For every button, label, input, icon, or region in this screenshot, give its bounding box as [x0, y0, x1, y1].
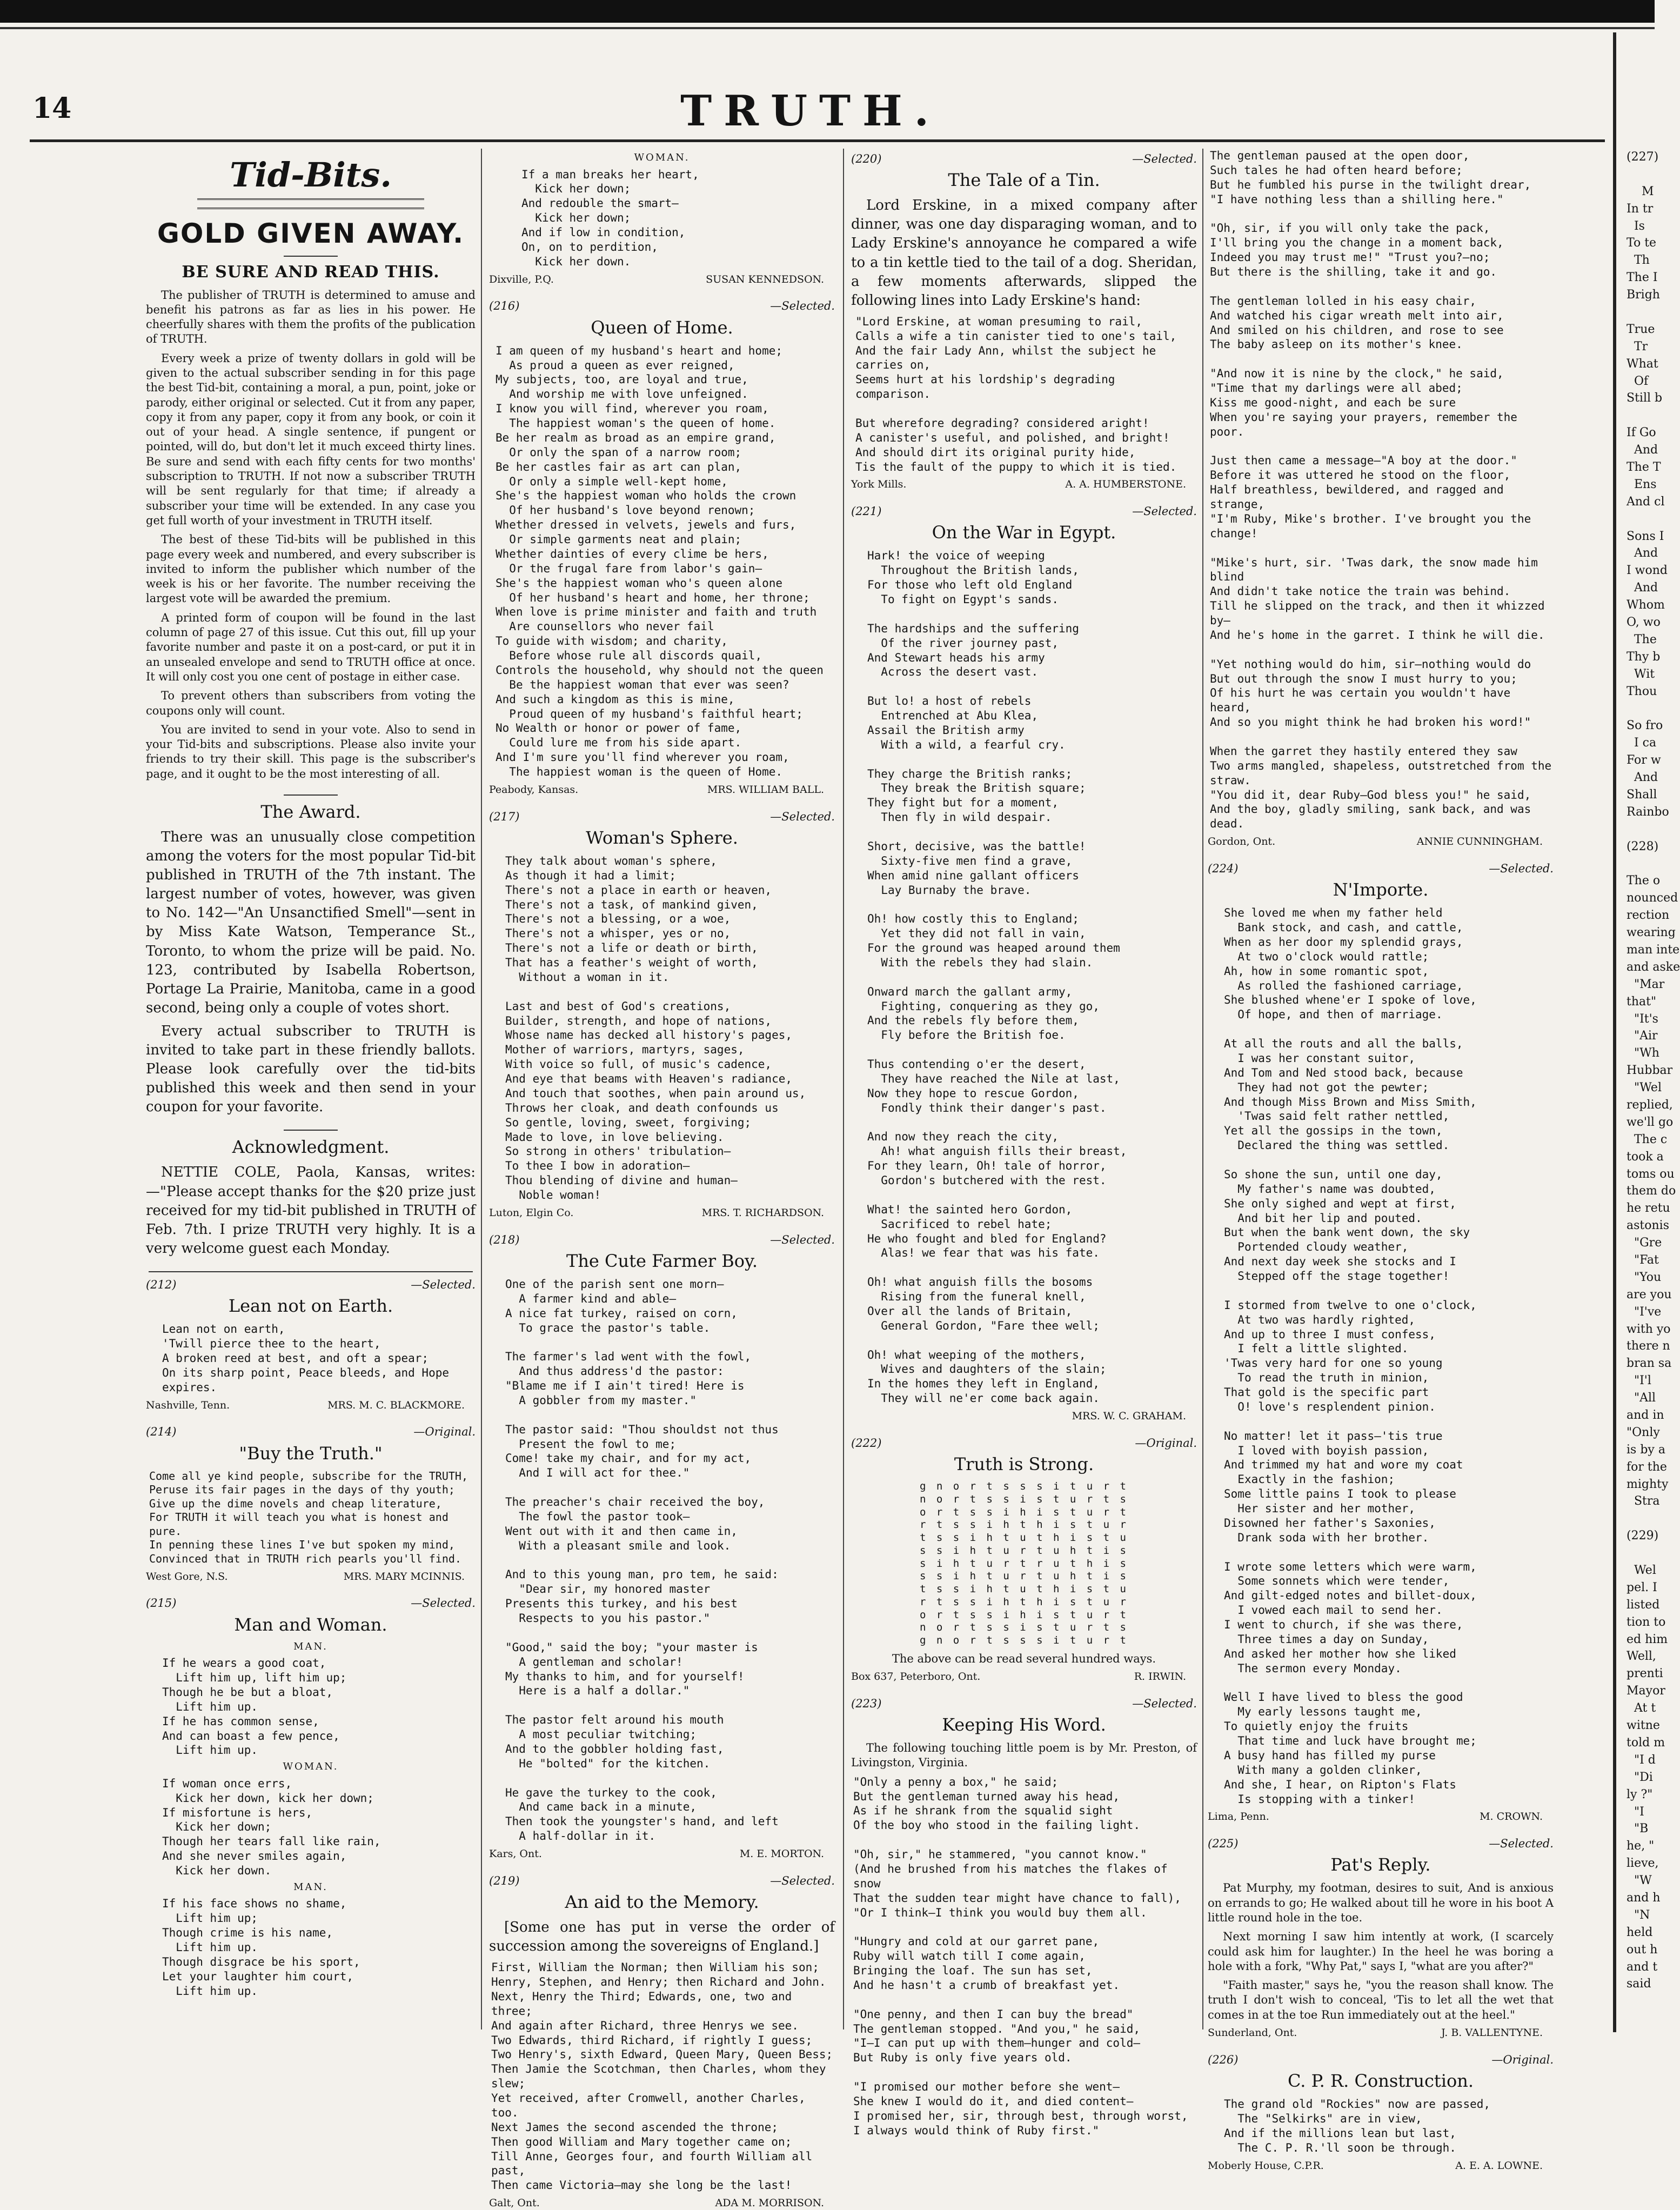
byline-place: Sunderland, Ont. [1208, 2027, 1297, 2039]
tidbit-number: (215) [146, 1597, 177, 1610]
tidbit-tag: —Selected. [1489, 1837, 1554, 1851]
tidbit-number: (214) [146, 1425, 177, 1439]
poem-title: Man and Woman. [234, 1614, 387, 1635]
divider [284, 1130, 338, 1131]
poem-verse: First, William the Norman; then William his son; Henry, Stephen, and Henry; then Richard and John. Next, Henry the Third; Edwards, one, two and three; And again after Richard, three Henrys we see. Two Edwards, third Richard, if rightly I guess; Two Henry's, sixth Edward, Queen Mary, Queen Bess; Then Jamie the Scotchman, then Charles, whom they slew; Yet received, after Cromwell, another Charles, too. Next James the second ascended the throne; Then good William and Mary together came on; Till Anne, Georges four, and fourth William all past, Then came Victoria—may she long be the last! [491, 1961, 833, 2192]
poem-verse: If his face shows no shame, Lift him up; Though crime is his name, Lift him up. Though disgrace be his sport, Let your laughter him court, Lift him up. [162, 1897, 360, 1998]
byline-place: Box 637, Peterboro, Ont. [851, 1671, 981, 1683]
tidbit-number: (225) [1208, 1837, 1239, 1851]
tidbit-number: (217) [489, 810, 520, 823]
poem-title: C. P. R. Construction. [1287, 2071, 1474, 2092]
divider [149, 1271, 473, 1272]
byline-place: Gordon, Ont. [1208, 836, 1276, 848]
poem-verse: The grand old "Rockies" now are passed, The "Selkirks" are in view, And if the millions lean but last, The C. P. R.'ll soon be through. [1224, 2098, 1491, 2154]
poem-verse: They talk about woman's sphere, As though it had a limit; There's not a place in earth or heaven, There's not a task, of mankind given, There's not a blessing, or a woe, There's not a whisper, yes or no, There's not a life or death or birth, That has a feather's weight of worth, Without a woman in it. Last and best of God's creations, Builder, strength, and hope of nations, Whose name has decked all history's pages, Mother of warriors, martyrs, sages, With voice so full, of music's cadence, And eye that beams with Heaven's radiance, And touch that soothes, when pain around us, Throws her cloak, and death confounds us So gentle, loving, sweet, forgiving; Made to love, in love believing. So strong in others' tribulation— To thee I bow in adoration— Thou blending of divine and human— Noble woman! [505, 854, 806, 1201]
column-rule-2 [843, 149, 844, 2029]
paragraph: Pat Murphy, my footman, desires to suit, And is anxious on errands to go; He walked about till he wore in his boot A little round hole in the toe. [1208, 1881, 1554, 1924]
poem-verse: I am queen of my husband's heart and home; As proud a queen as ever reigned, My subjects, too, are loyal and true, And worship me with love unfeigned. I know you will find, wherever you roam, The happiest woman's the queen of home. Be her realm as broad as an empire grand, Or only the span of a narrow room; Be her castles fair as art can plan, Or only a simple well-kept home, She's the happiest woman who holds the crown Of her husband's love beyond renown; Whether dressed in velvets, jewels and furs, Or simple garments neat and plain; Whether dainties of every clime be hers, Or the frugal fare from labor's gain— She's the happiest woman who's queen alone Of her husband's heart and home, her throne; When love is prime minister and faith and truth Are counsellors who never fail To guide with wisdom; and charity, Before whose rule all discords quail, Controls the household, why should not the queen Be the happiest woman that ever was seen? And such a kingdom as this is mine, Proud queen of my husband's faithful heart; No Wealth or honor or power of fame, Could lure me from his side apart. And I'm sure you'll find wherever you roam, The happiest woman is the queen of Home. [496, 344, 824, 778]
tidbit-tag: —Selected. [1489, 862, 1554, 875]
poem-title: The Cute Farmer Boy. [566, 1250, 758, 1271]
byline-author: MRS. T. RICHARDSON. [701, 1206, 824, 1219]
tidbit-number: (223) [851, 1697, 882, 1710]
tidbit-tag: —Selected. [1132, 152, 1197, 165]
byline-place: Galt, Ont. [489, 2197, 540, 2209]
intro-paragraph: The following touching little poem is by Mr. Preston, of Livingston, Virginia. [851, 1741, 1197, 1770]
section-title: Acknowledgment. [232, 1137, 390, 1158]
paragraph: Every week a prize of twenty dollars in gold will be given to the actual subscriber sending in for this page the best Tid-bit, containing a moral, a pun, point, joke or parody, either original or selected. Cut it from any paper, copy it from any paper, copy it from any book, or coin it out of your head. A single sentence, if pungent or pointed, will do, but don't let it much exceed thirty lines. Be sure and send with each fifty cents for two months' subscription to TRUTH. If not now a subscriber TRUTH will be sent regularly for that time; if already a subscriber your time will be extended. In any case you get full worth of your investment in TRUTH itself. [146, 351, 476, 527]
poem-verse: Lean not on earth, 'Twill pierce thee to the heart, A broken reed at best, and oft a spear; On its sharp point, Peace bleeds, and Hope expires. [162, 1323, 450, 1394]
byline-author: J. B. VALLENTYNE. [1441, 2027, 1543, 2039]
subheadline: BE SURE AND READ THIS. [182, 263, 440, 282]
tidbit-number: (221) [851, 505, 882, 518]
masthead-rule [30, 139, 1605, 142]
stanza-heading: MAN. [293, 1640, 328, 1652]
paragraph: NETTIE COLE, Paola, Kansas, writes:—"Please accept thanks for the $20 prize just received for my tid-bit published in TRUTH of Feb. 7th. I prize TRUTH very highly. It is a very welcome guest each Monday. [146, 1164, 476, 1257]
letter-grid: g n o r t s s s i t u r t n o r t s s i s t u r t s o r t s s i h i s t u r t r t s s i h t h i s t u r t s s i h t u t h i s t u s s i h t u r t u h t i s s i h t u r t r u t h i s s s i h t u r t u h t i s t s s i h t u t h i s t u r t s s i h t h i s t u r o r t s s i h i s t u r t n o r t s s i s t u r t s g n o r t s s s i t u r t [920, 1480, 1128, 1647]
stanza-heading: MAN. [293, 1881, 328, 1893]
tidbit-223 [851, 1697, 1197, 2138]
byline-author: SUSAN KENNEDSON. [706, 273, 824, 285]
paragraph: The publisher of TRUTH is determined to amuse and benefit his patrons as far as lies in his power. He cheerfully shares with them the profits of the publication of TRUTH. [146, 288, 476, 346]
tidbit-number: (216) [489, 299, 520, 313]
tidbit-number: (222) [851, 1436, 882, 1450]
poem-title: N'Importe. [1333, 879, 1429, 900]
poem-title: Queen of Home. [591, 317, 733, 338]
tidbit-tag: —Selected. [770, 299, 835, 313]
poem-title: Keeping His Word. [942, 1714, 1106, 1735]
poem-verse: She loved me when my father held Bank stock, and cash, and cattle, When as her door my splendid grays, At two o'clock would rattle; Ah, how in some romantic spot, As rolled the fashioned carriage, She blushed whene'er I spoke of love, Of hope, and then of marriage. At all the routs and all the balls, I was her constant suitor, And Tom and Ned stood back, because They had not got the pewter; And though Miss Brown and Miss Smith, 'Twas said felt rather nettled, Yet all the gossips in the town, Declared the thing was settled. So shone the sun, until one day, My father's name was doubted, She only sighed and wept at first, And bit her lip and pouted. But when the bank went down, the sky Portended cloudy weather, And next day week she stocks and I Stepped off the stage together! I stormed from twelve to one o'clock, At two was hardly righted, And up to three I must confess, I felt a little slighted. 'Twas very hard for one so young To read the truth in minion, That gold is the specific part O! love's resplendent pinion. No matter! let it pass—'tis true I loved with boyish passion, And trimmed my hat and wore my coat Exactly in the fashion; Some little pains I took to please Her sister and her mother, Disowned her father's Saxonies, Drank soda with her brother. I wrote some letters which were warm, Some sonnets which were tender, And gilt-edged notes and billet-doux, I vowed each mail to send her. I went to church, if she was there, Three times a day on Sunday, And asked her mother how she liked The sermon every Monday. Well I have lived to bless the good My early lessons taught me, To quietly enjoy the fruits That time and luck have brought me; A busy hand has filled my purse With many a golden clinker, And she, I hear, on Ripton's Flats Is stopping with a tinker! [1224, 906, 1477, 1806]
byline-author: MRS. W. C. GRAHAM. [1072, 1410, 1186, 1423]
tidbit-215-continued [489, 152, 835, 286]
intro-paragraph: [Some one has put in verse the order of succession among the sovereigns of England.] [489, 1919, 835, 1955]
column-4 [1208, 149, 1554, 2172]
column-rule-1 [481, 149, 482, 2029]
tidbit-216 [489, 299, 835, 796]
byline-place: York Mills. [851, 478, 907, 491]
tidbit-226 [1208, 2053, 1554, 2173]
tidbit-215 [146, 1596, 476, 1998]
tidbit-tag: —Selected. [411, 1278, 476, 1291]
poem-verse: The gentleman paused at the open door, Such tales he had often heard before; But he fumbled his purse in the twilight drear, "I have nothing less than a shilling here." "Oh, sir, if you will only take the pack, I'll bring you the change in a moment back, Indeed you may trust me!" "Trust you?—no; But there is the shilling, take it and go. The gentleman lolled in his easy chair, And watched his cigar wreath melt into air, And smiled on his children, and rose to see The baby asleep on its mother's knee. "And now it is nine by the clock," he said, "Time that my darlings were all abed; Kiss me good-night, and each be sure When you're saying your prayers, remember the poor. Just then came a message—"A boy at the door." Before it was uttered he stood on the floor, Half breathless, bewildered, and ragged and strange, "I'm Ruby, Mike's brother. I've brought you the change! "Mike's hurt, sir. 'Twas dark, the snow made him blind And didn't take notice the train was behind. Till he slipped on the track, and then it whizzed by— And he's home in the garret. I think he will die. "Yet nothing would do him, sir—nothing would do But out through the snow I must hurry to you; Of his hurt he was certain you wouldn't have heard, And so you might think he had broken his word!" When the garret they hastily entered they saw Two arms mangled, shapeless, outstretched from the straw. "You did it, dear Ruby—God bless you!" he said, And the boy, gladly smiling, sank back, and was dead. [1210, 149, 1552, 831]
paragraph: A printed form of coupon will be found in the last column of page 27 of this issue. Cut this out, fill up your favorite number and paste it on a post-card, or put it in an unsealed envelope and send to TRUTH office at once. It will only cost you one cent of postage in either case. [146, 611, 476, 683]
tidbit-number: (219) [489, 1874, 520, 1887]
tidbit-219 [489, 1874, 835, 2210]
poem-verse: Come all ye kind people, subscribe for the TRUTH, Peruse its fair pages in the days of thy youth; Give up the dime novels and cheap literature, For TRUTH it will teach you what is honest and pure. In penning these lines I've but spoken my mind, Convinced that in TRUTH rich pearls you'll find. [149, 1469, 468, 1566]
tidbit-tag: —Selected. [770, 1233, 835, 1246]
byline-place: Lima, Penn. [1208, 1811, 1269, 1823]
poem-verse: Hark! the voice of weeping Throughout the British lands, For those who left old England To fight on Egypt's sands. The hardships and the suffering Of the river journey past, And Stewart heads his army Across the desert vast. But lo! a host of rebels Entrenched at Abu Klea, Assail the British army With a wild, a fearful cry. They charge the British ranks; They break the British square; They fight but for a moment, Then fly in wild despair. Short, decisive, was the battle! Sixty-five men find a grave, When amid nine gallant officers Lay Burnaby the brave. Oh! how costly this to England; Yet they did not fall in vain, For the ground was heaped around them With the rebels they had slain. Onward march the gallant army, Fighting, conquering as they go, And the rebels fly before them, Fly before the British foe. Thus contending o'er the desert, They have reached the Nile at last, Now they hope to rescue Gordon, Fondly think their danger's past. And now they reach the city, Ah! what anguish fills their breast, For they learn, Oh! tale of horror, Gordon's butchered with the rest. What! the sainted hero Gordon, Sacrificed to rebel hate; He who fought and bled for England? Alas! we fear that was his fate. Oh! what anguish fills the bosoms Rising from the funeral knell, Over all the lands of Britain, General Gordon, "Fare thee well; Oh! what weeping of the mothers, Wives and daughters of the slain; In the homes they left in England, They will ne'er come back again. [867, 549, 1127, 1405]
tidbit-221 [851, 504, 1197, 1423]
paragraph: There was an unusually close competition among the voters for the most popular Tid-bit published in TRUTH of the 7th instant. The largest number of votes, however, was given to No. 142—"An Unsanctified Smell"—sent in by Miss Kate Watson, Temperance St., Toronto, to whom the prize will be paid. No. 123, contributed by Isabella Robertson, Portage La Prairie, Manitoba, came in a good second, being only a couple of votes short. [146, 829, 476, 1016]
byline-author: ANNIE CUNNINGHAM. [1416, 836, 1543, 848]
tidbit-tag: —Selected. [770, 1874, 835, 1887]
paragraph: Next morning I saw him intently at work, (I scarcely could ask him for laughter.) In the heel he was boring a hole with a fork, "Why Pat," says I, "what are you after?" [1208, 1930, 1554, 1973]
column-3 [851, 149, 1197, 2137]
poem-verse: "Only a penny a box," he said; But the gentleman turned away his head, As if he shrank from the squalid sight Of the boy who stood in the failing light. "Oh, sir," he stammered, "you cannot know." (And he brushed from his matches the flakes of snow That the sudden tear might have chance to fall), "Or I think—I think you would buy them all. "Hungry and cold at our garret pane, Ruby will watch till I come again, Bringing the loaf. The sun has set, And he hasn't a crumb of breakfast yet. "One penny, and then I can buy the bread" The gentleman stopped. "And you," he said, "I—I can put up with them—hunger and cold— But Ruby is only five years old. "I promised our mother before she went— She knew I would do it, and died content— I promised her, sir, through best, through worst, I always would think of Ruby first." [853, 1775, 1188, 2137]
tidbit-214 [146, 1425, 476, 1583]
masthead [0, 81, 1616, 141]
section-heading: Tid-Bits. [230, 155, 392, 195]
poem-verse: If woman once errs, Kick her down, kick her down; If misfortune is hers, Kick her down; Though her tears fall like rain, And she never smiles again, Kick her down. [162, 1777, 381, 1878]
byline-author: R. IRWIN. [1134, 1671, 1186, 1683]
poem-title: Pat's Reply. [1330, 1854, 1431, 1875]
poem-verse: If a man breaks her heart, Kick her down; And redouble the smart— Kick her down; And if low in condition, On, on to perdition, Kick her down. [521, 168, 699, 268]
page-fold-rule [1613, 32, 1616, 2032]
paragraph: To prevent others than subscribers from voting the coupons only will count. [146, 689, 476, 717]
award-section [146, 801, 476, 1117]
newspaper-title: TRUTH. [680, 86, 941, 136]
tidbit-tag: —Selected. [411, 1597, 476, 1610]
byline-place: West Gore, N.S. [146, 1570, 228, 1583]
stanza-heading: WOMAN. [634, 152, 690, 163]
grid-note: The above can be read several hundred ways. [892, 1652, 1156, 1665]
tidbit-tag: —Original. [413, 1425, 476, 1439]
headline: GOLD GIVEN AWAY. [157, 217, 465, 249]
tidbit-223-continued [1208, 149, 1554, 849]
byline-author: MRS. MARY MCINNIS. [343, 1570, 465, 1583]
tidbit-tag: —Selected. [1132, 505, 1197, 518]
column-1 [146, 149, 476, 2029]
byline-place: Dixville, P.Q. [489, 273, 554, 285]
paragraph: Every actual subscriber to TRUTH is invited to take part in these friendly ballots. Please look carefully over the tid-bits published this week and then send in your coupon for your favorite. [146, 1023, 476, 1116]
byline-author: A. E. A. LOWNE. [1455, 2159, 1543, 2172]
poem-title: On the War in Egypt. [932, 522, 1116, 543]
tidbit-number: (212) [146, 1278, 177, 1291]
page-top-border [0, 0, 1655, 23]
tidbit-222 [851, 1436, 1197, 1684]
byline-author: A. A. HUMBERSTONE. [1065, 478, 1186, 491]
byline-author: M. CROWN. [1480, 1811, 1543, 1823]
poem-title: Lean not on Earth. [228, 1296, 393, 1317]
tidbit-217 [489, 810, 835, 1220]
tidbit-225 [1208, 1837, 1554, 2040]
poem-verse: "Lord Erskine, at woman presuming to rail, Calls a wife a tin canister tied to one's tail, And the fair Lady Ann, whilst the subject he carries on, Seems hurt at his lordship's degrading comparison. But wherefore degrading? considered aright! A canister's useful, and polished, and bright! And should dirt its original purity hide, Tis the fault of the puppy to which it is tied. [855, 315, 1177, 473]
page-number: 14 [32, 92, 72, 125]
paragraph: "Faith master," says he, "you the reason shall know. The truth I don't wish to conceal, 'Tis to let all the wet that comes in at the toe Run immediately out at the heel." [1208, 1979, 1554, 2021]
byline-author: MRS. WILLIAM BALL. [707, 783, 824, 796]
byline-author: MRS. M. C. BLACKMORE. [327, 1399, 465, 1411]
byline-place: Moberly House, C.P.R. [1208, 2159, 1324, 2172]
facing-page-fragment [1627, 149, 1680, 2029]
tidbit-number: (220) [851, 152, 882, 165]
poem-verse: If he wears a good coat, Lift him up, lift him up; Though he be but a bloat, Lift him up. If he has common sense, And can boast a few pence, Lift him up. [162, 1657, 347, 1757]
divider [284, 256, 338, 257]
column-rule-3 [1202, 149, 1203, 2029]
intro-paragraph: Lord Erskine, in a mixed company after dinner, was one day disparaging woman, and to Lady Erskine's annoyance he compared a wife to a tin kettle tied to the tail of a dog. Sheridan, a few moments afterwards, slipped the following lines into Lady Erskine's hand: [851, 197, 1197, 309]
poem-title: An aid to the Memory. [565, 1892, 759, 1912]
tidbit-tag: —Original. [1135, 1436, 1197, 1450]
intro-text [146, 288, 476, 782]
paragraph: The best of these Tid-bits will be published in this page every week and numbered, and every subscriber is invited to inform the publisher which number of the week is his or her favorite. The number receiving the largest vote will be awarded the premium. [146, 533, 476, 605]
divider [284, 794, 338, 796]
byline-place: Nashville, Tenn. [146, 1399, 230, 1411]
byline-place: Luton, Elgin Co. [489, 1206, 574, 1219]
section-title: The Award. [260, 802, 361, 822]
acknowledgment-section [146, 1136, 476, 1258]
byline-author: M. E. MORTON. [739, 1848, 824, 1860]
paragraph: You are invited to send in your vote. Also to send in your Tid-bits and subscriptions. Please also invite your friends to try their skill. This page is the subscriber's page, and it ought to be the most interesting of all. [146, 723, 476, 780]
stanza-heading: WOMAN. [283, 1761, 339, 1773]
page-top-rule [0, 27, 1655, 29]
byline-author: ADA M. MORRISON. [715, 2197, 824, 2209]
tidbit-number: (226) [1208, 2053, 1239, 2066]
tidbit-tag: —Selected. [1132, 1697, 1197, 1710]
tidbit-224 [1208, 862, 1554, 1824]
poem-title: Truth is Strong. [954, 1454, 1094, 1475]
poem-title: The Tale of a Tin. [948, 170, 1100, 191]
tidbit-218 [489, 1233, 835, 1861]
poem-title: Woman's Sphere. [586, 827, 738, 848]
ornamental-rule [197, 198, 424, 209]
tidbit-220 [851, 152, 1197, 491]
tidbit-tag: —Original. [1491, 2053, 1554, 2066]
column-2 [489, 149, 835, 2209]
poem-verse: One of the parish sent one morn— A farmer kind and able— A nice fat turkey, raised on corn, To grace the pastor's table. The farmer's lad went with the fowl, And thus address'd the pastor: "Blame me if I ain't tired! Here is A gobbler from my master." The pastor said: "Thou shouldst not thus Present the fowl to me; Come! take my chair, and for my act, And I will act for thee." The preacher's chair received the boy, The fowl the pastor took— Went out with it and then came in, With a pleasant smile and look. And to this young man, pro tem, he said: "Dear sir, my honored master Presents this turkey, and his best Respects to you his pastor." "Good," said the boy; "your master is A gentleman and scholar! My thanks to him, and for yourself! Here is a half a dollar." The pastor felt around his mouth A most peculiar twitching; And to the gobbler holding fast, He "bolted" for the kitchen. He gave the turkey to the cook, And came back in a minute, Then took the youngster's hand, and left A half-dollar in it. [505, 1277, 779, 1843]
tidbit-number: (218) [489, 1233, 520, 1246]
byline-place: Kars, Ont. [489, 1848, 542, 1860]
byline-place: Peabody, Kansas. [489, 783, 579, 796]
tidbit-number: (224) [1208, 862, 1239, 875]
poem-title: "Buy the Truth." [239, 1443, 383, 1464]
tidbit-tag: —Selected. [770, 810, 835, 823]
tidbit-212 [146, 1278, 476, 1412]
truncated-text: (227) M In tr Is To te Th The I Brigh True Tr What Of Still b If Go And The T Ens And cl Sons I And I wond And Whom O, wo The Thy b Wit Thou So fro I ca For w And Shall Rainbo (228) The o nounced rection wearing man inte and aske "Mar that" "It's "Air "Wh Hubbar "Wel replied, we'll go The c took a toms ou them do he retu astonis "Gre "Fat "You are you "I've with yo there n bran sa "I'l "All and in "Only is by a for the mighty Stra (229) Wel pel. I listed tion to ed him Well, prenti Mayor At t witne told m "I d "Di ly ?" "I "B he, " lieve, "W and h "N held out h and t said [1627, 150, 1680, 1991]
